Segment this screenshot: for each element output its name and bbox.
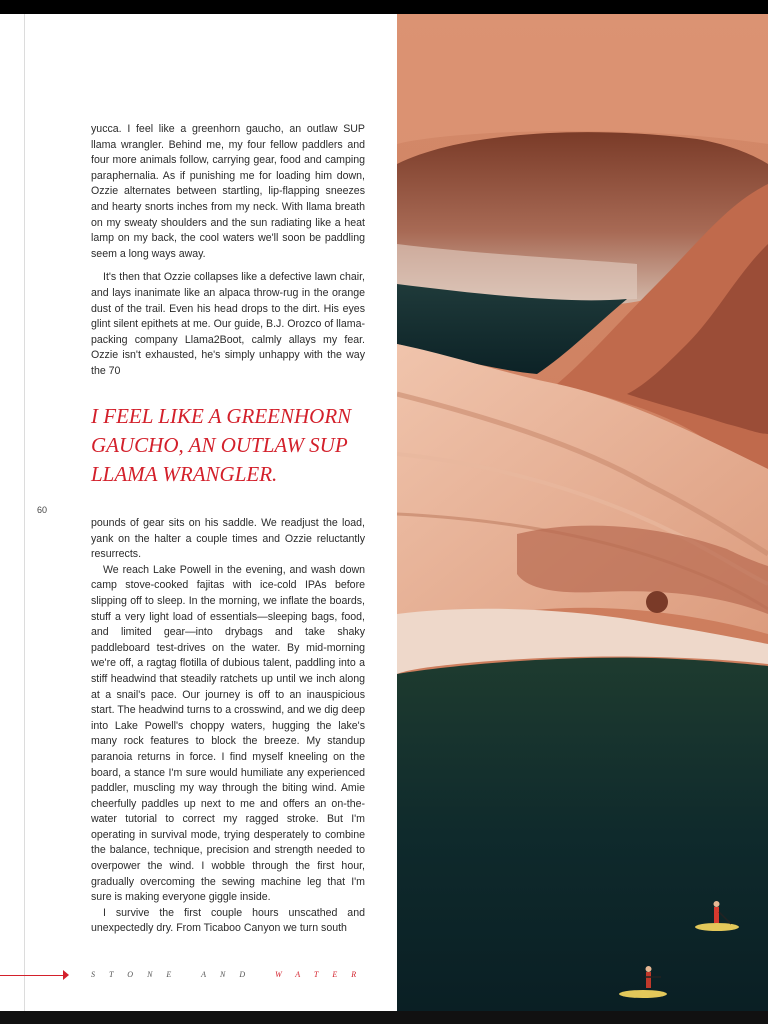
margin-rule bbox=[24, 14, 25, 1011]
top-bar bbox=[0, 0, 768, 14]
footer-arrow-icon bbox=[63, 970, 69, 980]
paragraph: It's then that Ozzie collapses like a defective lawn chair, and lays inanimate like an alpaca throw-rug in the orange dust of the trail. Even his head drops to the dirt. His eyes glint silent epithets at me. Our guide, B.J. Orozco of llama-packing company Llama2Boot, calmly allays my fear. Ozzie isn't exhausted, he's simply unhappy with the way the 70 bbox=[91, 271, 365, 377]
text-page bbox=[0, 14, 397, 1011]
paragraph: yucca. I feel like a greenhorn gaucho, an outlaw SUP llama wrangler. Behind me, my four fellow paddlers and four more animals follow, carrying gear, food and camping paraphernalia. As if punishing me for loading him down, Ozzie alternates between startling, lip-flapping sneezes and hearty snorts inches from my neck. With llama breath on my sweaty shoulders and the sun radiating like a heat lamp on my back, the cool waters we'll soon be paddling seem a long ways away. bbox=[91, 123, 365, 260]
article-text-bottom bbox=[91, 516, 365, 937]
paragraph: pounds of gear sits on his saddle. We readjust the load, yank on the halter a couple times and Ozzie reluctantly resurrects. bbox=[91, 517, 365, 561]
plateau-top bbox=[397, 14, 768, 144]
footer-title-part2: WATER bbox=[275, 970, 371, 979]
rock-hole bbox=[646, 591, 668, 613]
pull-quote: I FEEL LIKE A GREENHORN GAUCHO, AN OUTLAW SUP LLAMA WRANGLER. bbox=[91, 404, 352, 486]
footer-section-title bbox=[91, 970, 370, 979]
page-number: 60 bbox=[37, 505, 48, 515]
article-text-top bbox=[91, 122, 365, 380]
paragraph: We reach Lake Powell in the evening, and wash down camp stove-cooked fajitas with ice-cold IPAs before slipping off to sleep. In the morning, we inflate the boards, stuff a very light load of essentials—sleeping bags, food, and limited gear—into drybags and take shaky paddleboard test-drives on the water. By mid-morning we're off, a ragtag flotilla of dubious talent, paddling into a stiff headwind that steadily ratchets up until we inch along at a snail's pace. Our journey is off to an inauspicious start. The headwind turns to a crosswind, and we dig deep into Lake Powell's choppy waters, hugging the lake's many rock features to block the breeze. My standup paranoia returns in force. I find myself kneeling on the board, a stance I'm sure would humiliate any experienced paddler, muscling my way through the biting wind. Amie cheerfully paddles up next to me and offers an on-the-water tutorial to correct my ragged stroke. But I'm operating in survival mode, trying desperately to combine the balance, technique, precision and strength needed to overpower the wind. I wobble through the first hour, gradually overcoming the sewing machine leg that I'm sure is making everyone giggle inside. bbox=[91, 563, 365, 904]
footer-title-part1: STONE AND bbox=[91, 970, 260, 979]
lake-water bbox=[397, 658, 768, 1011]
canyon-illustration bbox=[397, 14, 768, 1011]
footer-rule bbox=[0, 975, 63, 976]
bottom-bar bbox=[0, 1011, 768, 1024]
lake-powell-photo bbox=[397, 14, 768, 1011]
paragraph: I survive the first couple hours unscathed and unexpectedly dry. From Ticaboo Canyon we turn south bbox=[91, 906, 365, 935]
